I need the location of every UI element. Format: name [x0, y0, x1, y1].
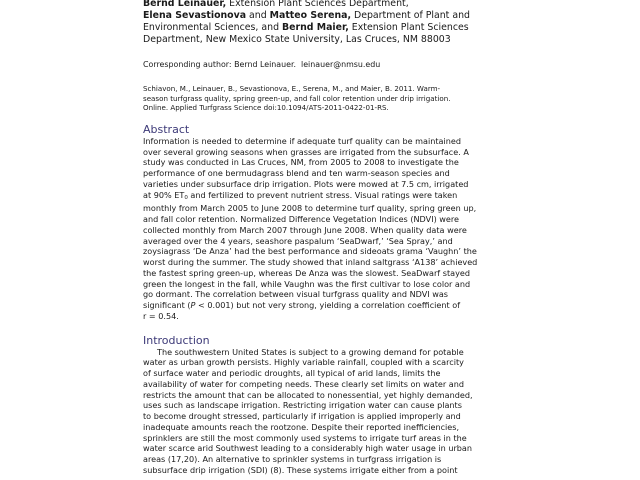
abstract-heading: Abstract: [143, 122, 190, 136]
author-line-4: Department, New Mexico State University, Las Cruces, NM 88003: [143, 34, 451, 45]
introduction-heading: Introduction: [143, 333, 210, 347]
paper-page: [143, 0, 503, 476]
introduction-body: The southwestern United States is subject to a growing demand for potable water as urban growth persists. Highly variable rainfall, coupled with a scarcity of surface water and periodic droughts, all typical of arid lands, limits the availability of water for competing needs. These clearly set limits on water and restricts the amount that can be allocated to nonessential, yet highly demanded, uses such as landscape irrigation. Restricting irrigation water can cause plants to become drought stressed, particularly if irrigation is applied improperly and inadequate amounts reach the rootzone. Despite their reported inefficiencies, sprinklers are still the most commonly used systems to irrigate turf areas in the water scarce arid Southwest leading to a considerably high water usage in urban areas (17,20). An alternative to sprinkler systems in turfgrass irrigation is subsurface drip irrigation (SDI) (8). These systems irrigate either from a point: [143, 346, 473, 475]
author-name: Bernd Leinauer,: [143, 0, 227, 9]
author-name: Elena Sevastionova: [143, 10, 247, 21]
corresponding-author: Corresponding author: Bernd Leinauer. leinauer@nmsu.edu: [143, 60, 381, 69]
author-line-2: Elena Sevastionova and Matteo Serena, Department of Plant and: [143, 10, 470, 21]
et-subscript: 0: [184, 194, 188, 201]
author-block: [143, 0, 503, 46]
citation: Schiavon, M., Leinauer, B., Sevastionova, E., Serena, M., and Maier, B. 2011. Warm- season turfgrass quality, spring green-up, and fall color retention under drip irrigation. Online. Applied Turfgrass Science doi:10.1094/ATS-2011-0422-01-RS.: [143, 84, 451, 113]
abstract-body: Information is needed to determine if adequate turf quality can be maintained over several growing seasons when grasses are irrigated from the subsurface. A study was conducted in Las Cruces, NM, from 2005 to 2008 to investigate the performance of one bermudagrass blend and ten warm-season species and varieties under subsurface drip irrigation. Plots were mowed at 7.5 cm, irrigated at 90% $ET_0$ and fertilized to prevent nutrient stress. Visual ratings were taken monthly from March 2005 to June 2008 to determine turf quality, spring green up, and fall color retention. Normalized Difference Vegetation Indices (NDVI) were collected monthly from March 2007 through June 2008. When quality data were averaged over the 4 years, seashore paspalum ‘SeaDwarf,’ ‘Sea Spray,’ and zoysiagrass ‘De Anza’ had the best performance and sideoats grama ‘Vaughn’ the worst during the summer. The study showed that inland saltgrass ‘A138’ achieved the fastest spring green-up, whereas De Anza was the slowest. SeaDwarf stayed green the longest in the fall, while Vaughn was the first cultivar to lose color and go dormant. The correlation between visual turfgrass quality and NDVI was significant (P < 0.001) but not very strong, yielding a correlation coefficient of r = 0.54.: [143, 135, 478, 321]
author-line-3: Environmental Sciences, and Bernd Maier, Extension Plant Sciences: [143, 22, 469, 33]
author-name: Bernd Maier,: [282, 22, 349, 33]
corresponding-email: leinauer@nmsu.edu: [301, 60, 381, 69]
author-line-1: Bernd Leinauer, Extension Plant Sciences Department,: [143, 0, 409, 9]
author-name: Matteo Serena,: [269, 10, 352, 21]
